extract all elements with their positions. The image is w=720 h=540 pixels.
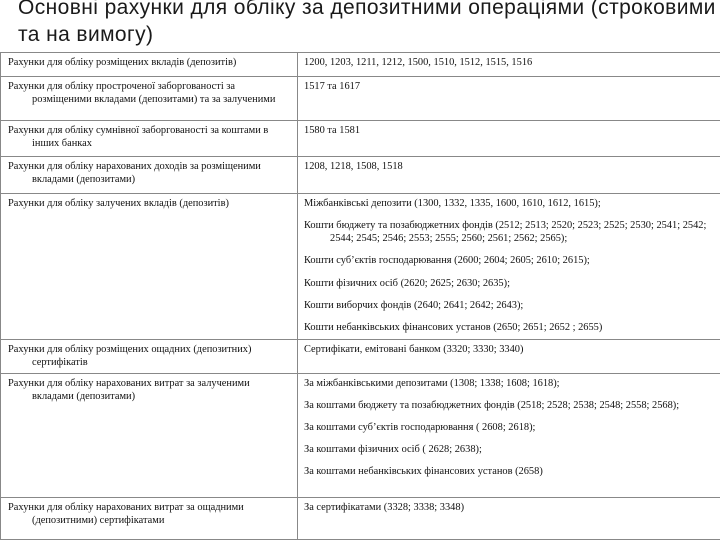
account-category-cell: [1, 121, 298, 157]
account-category-cell: [1, 77, 298, 121]
account-numbers-item: За сертифікатами (3328; 3338; 3348): [304, 501, 465, 513]
account-numbers-cell: [298, 194, 720, 340]
account-numbers-item: 1208, 1218, 1508, 1518: [304, 161, 403, 172]
table-row: [1, 340, 720, 374]
account-category-cell: [1, 194, 298, 340]
account-category-label: Рахунки для обліку нарахованих витрат за залученими вкладами (депозитами): [8, 377, 250, 402]
account-numbers-cell: [298, 121, 720, 157]
account-category-label: Рахунки для обліку нарахованих витрат за ощадними (депозитними) сертифікатами: [8, 501, 244, 526]
table-row: [1, 77, 720, 121]
account-numbers-item: За коштами суб’єктів господарювання ( 2608; 2618);: [304, 421, 536, 433]
table-row: [1, 373, 720, 497]
account-category-cell: [1, 373, 298, 497]
table-row: [1, 121, 720, 157]
account-category-cell: [1, 53, 298, 77]
table-row: [1, 194, 720, 340]
account-numbers-item: Сертифікати, емітовані банком (3320; 3330; 3340): [304, 344, 524, 355]
table-row: [1, 53, 720, 77]
table-row: [1, 157, 720, 194]
account-numbers-item: Кошти бюджету та позабюджетних фондів (2512; 2513; 2520; 2523; 2525; 2530; 2541; 2542; 2544; 2545; 2546; 2553; 2555; 2560; 2561; 2562; 2565);: [304, 220, 707, 245]
account-numbers-item: За коштами фізичних осіб ( 2628; 2638);: [304, 443, 482, 455]
account-numbers-cell: [298, 157, 720, 194]
account-numbers-item: За міжбанківськими депозитами (1308; 1338; 1608; 1618);: [304, 377, 560, 389]
account-numbers-item: 1517 та 1617: [304, 81, 361, 92]
account-numbers-item: За коштами небанківських фінансових установ (2658): [304, 465, 543, 477]
account-category-label: Рахунки для обліку розміщених ощадних (депозитних) сертифікатів: [8, 344, 252, 369]
account-numbers-item: Кошти суб’єктів господарювання (2600; 2604; 2605; 2610; 2615);: [304, 255, 590, 267]
account-category-label: Рахунки для обліку сумнівної заборгованості за коштами в інших банках: [8, 125, 269, 150]
accounts-table: [0, 52, 720, 540]
account-category-label: Рахунки для обліку розміщених вкладів (депозитів): [8, 57, 237, 68]
account-numbers-cell: [298, 53, 720, 77]
account-numbers-cell: [298, 77, 720, 121]
account-category-label: Рахунки для обліку простроченої заборгованості за розміщеними вкладами (депозитами) та за залученими: [8, 81, 276, 106]
table-row: [1, 497, 720, 539]
account-numbers-item: 1200, 1203, 1211, 1212, 1500, 1510, 1512, 1515, 1516: [304, 57, 533, 68]
account-category-label: Рахунки для обліку нарахованих доходів за розміщеними вкладами (депозитами): [8, 161, 261, 186]
account-numbers-item: За коштами бюджету та позабюджетних фондів (2518; 2528; 2538; 2548; 2558; 2568);: [304, 399, 680, 411]
account-category-cell: [1, 157, 298, 194]
account-category-label: Рахунки для обліку залучених вкладів (депозитів): [8, 198, 229, 209]
account-numbers-item: 1580 та 1581: [304, 125, 361, 136]
account-numbers-cell: [298, 497, 720, 539]
account-numbers-cell: [298, 373, 720, 497]
account-numbers-item: Міжбанківські депозити (1300, 1332, 1335, 1600, 1610, 1612, 1615);: [304, 198, 601, 209]
account-category-cell: [1, 340, 298, 374]
account-numbers-item: Кошти виборчих фондів (2640; 2641; 2642; 2643);: [304, 299, 524, 311]
page-title: Основні рахунки для обліку за депозитними операціями (строковими та на вимогу): [18, 0, 716, 46]
account-category-cell: [1, 497, 298, 539]
account-numbers-cell: [298, 340, 720, 374]
account-numbers-item: Кошти фізичних осіб (2620; 2625; 2630; 2635);: [304, 277, 510, 289]
account-numbers-item: Кошти небанківських фінансових установ (2650; 2651; 2652 ; 2655): [304, 321, 603, 333]
